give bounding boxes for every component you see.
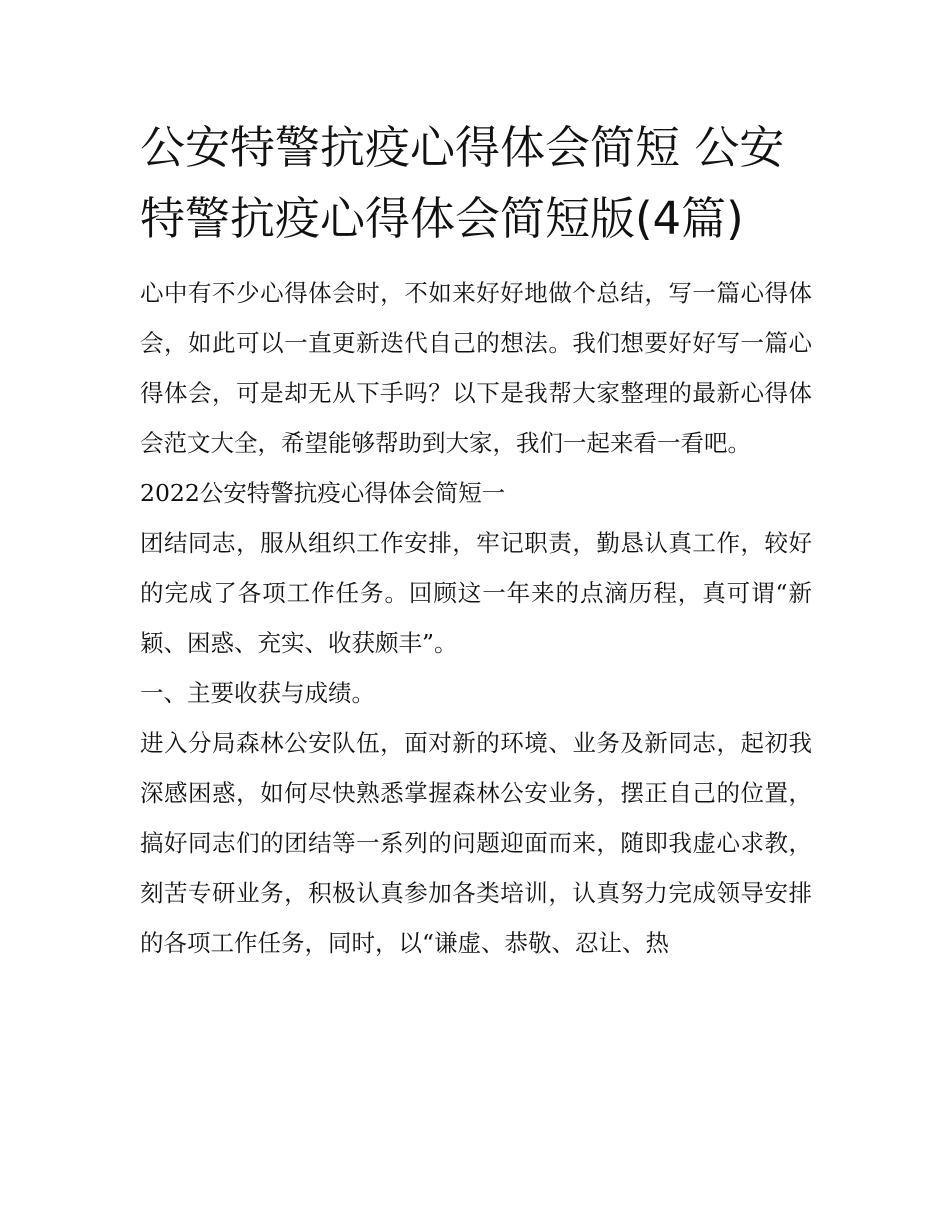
intro-paragraph: 心中有不少心得体会时，不如来好好地做个总结，写一篇心得体会，如此可以一直更新迭代自己的想法。我们想要好好写一篇心得体会，可是却无从下手吗？以下是我帮大家整理的最新心得体会范文大全，希望能够帮助到大家，我们一起来看一看吧。 [140,279,812,457]
section-title: 2022公安特警抗疫心得体会简短一 [140,479,506,507]
document-title: 公安特警抗疫心得体会简短 公安特警抗疫心得体会简短版(4篇) [140,121,785,245]
body-paragraph-2: 进入分局森林公安队伍，面对新的环境、业务及新同志，起初我深感困惑，如何尽快熟悉掌握森林公安业务，摆正自己的位置，搞好同志们的团结等一系列的问题迎面而来，随即我虚心求教，刻苦专研业务，积极认真参加各类培训，认真努力完成领导安排的各项工作任务，同时，以“谦虚、恭敬、忍让、热 [140,729,812,957]
subheading: 一、主要收获与成绩。 [140,679,375,707]
body-paragraph-1: 团结同志，服从组织工作安排，牢记职责，勤恳认真工作，较好的完成了各项工作任务。回顾这一年来的点滴历程，真可谓“新颖、困惑、充实、收获颇丰”。 [140,529,812,657]
document-page [140,112,812,968]
